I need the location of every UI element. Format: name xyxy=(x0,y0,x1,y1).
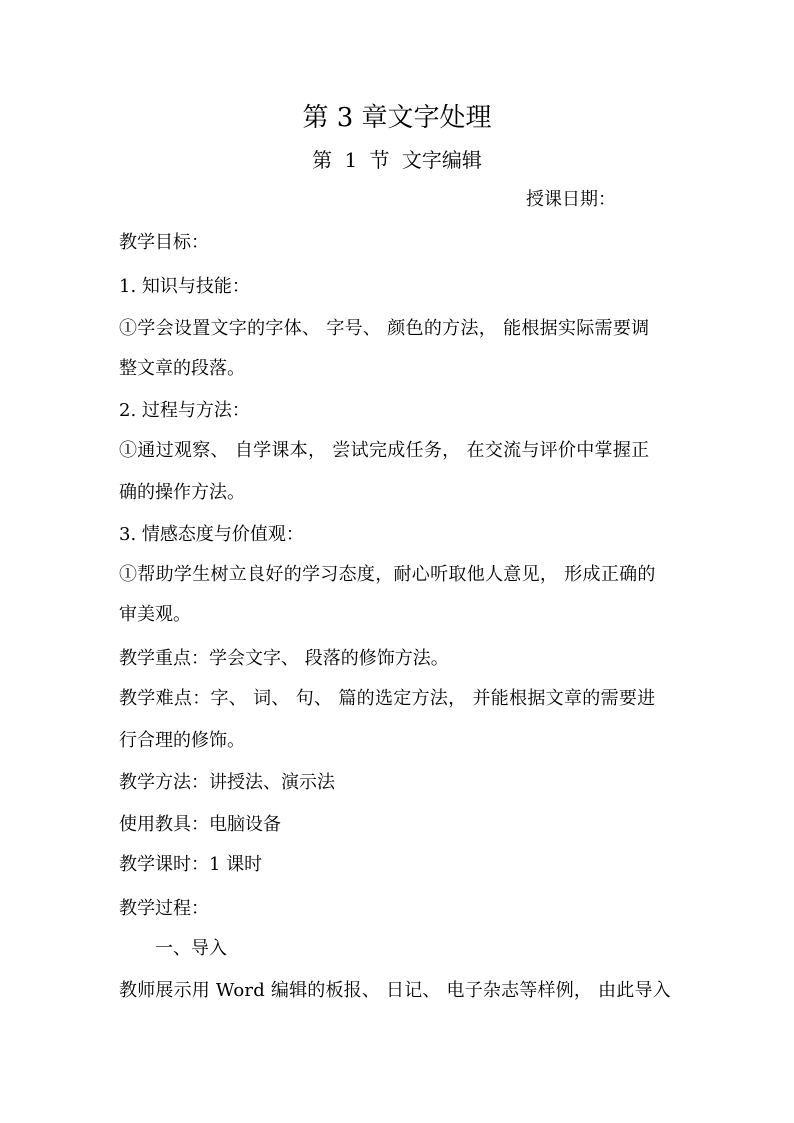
class-hours: 教学课时：1 课时 xyxy=(119,854,263,875)
process-methods-line-2: 确的操作方法。 xyxy=(119,482,245,503)
attitude-values-line-1: ①帮助学生树立良好的学习态度，耐心听取他人意见， 形成正确的 xyxy=(119,564,656,585)
key-points: 教学重点：学会文字、 段落的修饰方法。 xyxy=(119,648,449,669)
knowledge-skills-line-1: ①学会设置文字的字体、 字号、 颜色的方法， 能根据实际需要调 xyxy=(119,318,650,339)
knowledge-skills-heading: 1. 知识与技能： xyxy=(119,276,250,297)
difficult-points-line-1: 教学难点：字、 词、 句、 篇的选定方法， 并能根据文章的需要进 xyxy=(119,688,656,709)
introduction-line-1: 教师展示用 Word 编辑的板报、 日记、 电子杂志等样例， 由此导入 xyxy=(119,980,671,1001)
difficult-points-line-2: 行合理的修饰。 xyxy=(119,730,245,751)
teaching-date-label: 授课日期： xyxy=(526,189,616,210)
teaching-process-heading: 教学过程： xyxy=(119,898,209,919)
teaching-objectives-heading: 教学目标： xyxy=(119,232,209,253)
introduction-heading: 一、导入 xyxy=(155,938,227,959)
process-methods-line-1: ①通过观察、 自学课本， 尝试完成任务， 在交流与评价中掌握正 xyxy=(119,440,650,461)
teaching-aids: 使用教具：电脑设备 xyxy=(119,814,281,835)
attitude-values-line-2: 审美观。 xyxy=(119,604,191,625)
attitude-values-heading: 3. 情感态度与价值观： xyxy=(119,524,304,545)
knowledge-skills-line-2: 整文章的段落。 xyxy=(119,358,245,379)
process-methods-heading: 2. 过程与方法： xyxy=(119,400,250,421)
section-title: 第 1 节 文字编辑 xyxy=(312,148,482,172)
chapter-title: 第 3 章文字处理 xyxy=(302,103,492,133)
teaching-methods: 教学方法：讲授法、演示法 xyxy=(119,772,335,793)
